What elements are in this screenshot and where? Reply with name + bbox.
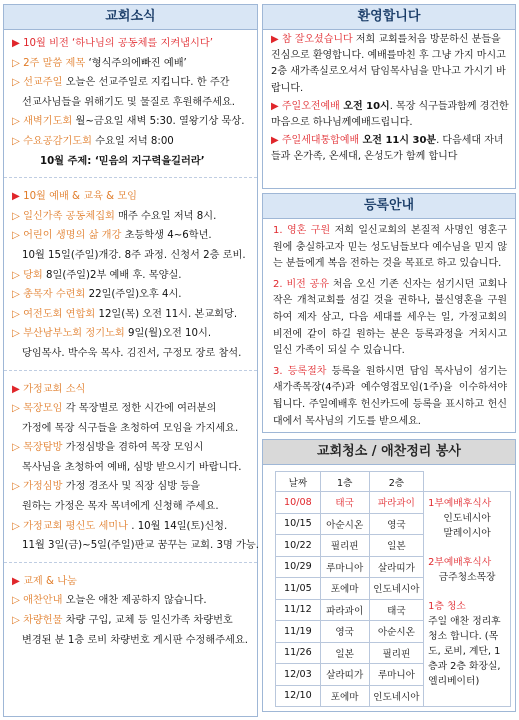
floor2-cell: 필리핀 [369,642,424,664]
list-item [12,305,253,325]
register-text [263,219,515,430]
second-service-group: 금주청소목장 [438,572,496,583]
triangle-icon: ▶ [271,135,282,147]
table-row [276,685,424,707]
item-label: 목장모임 [23,403,63,415]
welcome-item-label: 주일세대통합예배 [281,135,360,147]
floor1-cleaning-label: 1층 청소 [428,601,466,612]
register-item-label: 1. 영혼 구원 [273,225,331,236]
item-label: 부산남부노회 정기노회 [23,328,125,340]
divider [4,177,257,179]
item-text: 가정심방을 겸하여 목장 모임시 [65,442,204,454]
cleaning-panel [262,439,516,712]
floor2-cell: 인도네시아 [369,685,424,707]
register-item-label: 2. 비전 공유 [273,278,329,290]
table-row [276,556,424,578]
item-text: 가정 경조사 및 직장 심방 등을 [65,481,200,493]
second-service-meal-label: 2부예배후식사 [428,557,492,568]
date-cell: 12/03 [276,664,321,686]
welcome-item-time: 오전 11시 30분 [359,135,437,147]
item-text: 8일(주일)2부 예배 후. 목양실. [46,269,182,281]
date-cell: 11/12 [276,599,321,621]
welcome-text [263,30,515,172]
list-item [12,226,253,246]
worship-section [4,183,257,363]
home-church-section [4,376,257,556]
triangle-icon: ▶ [12,191,20,203]
header-floor1: 1층 [320,472,369,492]
item-text: 당임목사. 박수욱 목사. 김진서, 구정모 장로 참석. [22,347,242,359]
item-text: 10월 15일(주일)개강. 8주 과정. 신청서 2층 로비. [22,249,246,261]
item-text: 11월 3일(금)~5일(주일)판교 꿈꾸는 교회. 3명 가능. [22,540,259,552]
item-label: 10월 비전 ‘하나님의 공동체를 지켜냅시다’ [23,38,213,49]
triangle-icon: ▶ [12,38,24,49]
floor1-cleaning-text: 주일 애찬 정리후 청소 합니다. (목도, 로비, 계단, 1층과 2층 화장실, 엘리베이터) [428,616,501,687]
table-row [276,492,424,514]
item-label: 차량헌물 [23,615,63,627]
list-item [12,324,253,344]
floor1-cell: 포에마 [320,578,369,600]
register-item-text: 처음 오신 기존 신자는 섬기시던 교회나 작은 개척교회를 섬길 것을 권하나, 불신영혼을 구원하여 제자 삼고, 다음 세대를 세우는 일, 가정교회의 비전에 같이 하길 원하는 분은 등록과정을 거치시고 일신 가족이 되실 수 있습니다. [273,278,507,357]
item-label: 어린이 생명의 삶 개강 [23,230,122,242]
header-date: 날짜 [276,472,321,492]
floor1-cell: 살라띠가 [320,664,369,686]
divider [4,370,257,372]
list-item [12,152,253,172]
welcome-title: 환영합니다 [263,5,515,30]
triangle-icon: ▶ [271,34,282,45]
floor2-cell: 루마니아 [369,664,424,686]
register-panel [262,193,516,433]
arrow-icon: ▷ [12,481,24,493]
item-text: 차량 구입, 교체 등 일신가족 차량번호 [65,615,233,627]
date-cell: 10/15 [276,513,321,535]
date-cell: 10/29 [276,556,321,578]
list-item [12,477,253,497]
register-item-text: 등록을 원하시면 담임 목사님이 섬기는 새가족목장(4주)과 예수영접모임(1주)을 이수하셔야 됩니다. 주일예배후 헌신카드에 등록을 표시하고 헌신대에서 목사님의 기도를 받으세요. [273,365,507,427]
item-text: 월~금요일 새벽 5:30. 열왕기상 묵상. [75,116,245,128]
item-label: 가정교회 평신도 세미나 [23,520,128,532]
triangle-icon: ▶ [12,575,20,587]
fellowship-section-title: 교제 & 나눔 [23,575,77,587]
floor2-cell: 인도네시아 [369,578,424,600]
list-item [12,93,253,113]
arrow-icon: ▷ [12,595,24,607]
list-item [12,536,259,556]
date-cell: 10/08 [276,492,321,514]
list-item [12,246,253,266]
register-title: 등록안내 [263,193,515,219]
item-label: 애찬안내 [23,595,63,607]
floor2-cell: 영국 [369,513,424,535]
home-church-section-title: 가정교회 소식 [23,383,86,395]
item-label: 새벽기도회 [23,116,73,128]
fellowship-section [4,568,257,650]
arrow-icon: ▷ [12,57,24,69]
item-label: 일신가족 공동체집회 [23,210,115,222]
date-cell: 12/10 [276,685,321,707]
floor1-cell: 일본 [320,642,369,664]
item-text: 변경된 분 1층 로비 차량번호 게시판 수정해주세요. [22,634,248,646]
table-header-row [276,472,424,492]
item-text: 오늘은 선교주일로 지킵니다. 한 주간 [65,77,230,89]
item-text: 9일(월)오전 10시. [127,328,212,340]
item-text: 가정에 목장 식구들을 초청하여 모임을 가지세요. [22,422,239,434]
welcome-item-label: 참 잘오셨습니다 [281,34,353,45]
table-row [276,578,424,600]
item-text: 수요일 저녁 8:00 [95,135,174,147]
welcome-item-label: 주일오전예배 [281,100,340,112]
list-item [12,266,253,286]
arrow-icon: ▷ [12,116,24,128]
table-row [276,642,424,664]
list-item [12,458,253,478]
list-item [12,438,253,458]
register-item [273,277,507,360]
floor1-cell: 포에마 [320,685,369,707]
floor1-cell: 파라과이 [320,599,369,621]
welcome-item [271,99,509,131]
register-item [273,223,507,273]
item-label: 목장탐방 [23,442,63,454]
item-text: 각 목장별로 정한 시간에 여러분의 [65,403,217,415]
arrow-icon: ▷ [12,210,24,222]
list-item [12,34,253,54]
arrow-icon: ▷ [12,77,24,89]
arrow-icon: ▷ [12,308,24,320]
church-news-title: 교회소식 [4,5,257,30]
date-cell: 11/19 [276,621,321,643]
welcome-item [271,133,509,165]
welcome-item-text: . 목장 식구들과함께 경건한 마음으로 하나님께예배드립니다. [271,100,509,129]
item-label: 당회 [23,269,43,281]
date-cell: 10/22 [276,535,321,557]
list-item [12,611,253,631]
table-row [276,664,424,686]
list-item [12,112,253,132]
item-text: 오늘은 애찬 제공하지 않습니다. [65,595,207,607]
triangle-icon: ▶ [12,383,20,395]
news-section [4,30,257,171]
item-text: 매주 수요일 저녁 8시. [118,210,217,222]
floor2-cell: 태국 [369,599,424,621]
arrow-icon: ▷ [12,520,24,532]
welcome-item-time: 오전 10시 [339,100,390,112]
welcome-item [271,32,509,97]
list-item [12,631,253,651]
first-service-group-2: 말레이시아 [443,528,491,539]
worship-section-title: 10월 예배 & 교육 & 모임 [23,191,138,203]
floor1-cell: 루마니아 [320,556,369,578]
date-cell: 11/05 [276,578,321,600]
floor2-cell: 일본 [369,535,424,557]
table-row [276,535,424,557]
first-service-group-1: 인도네시아 [443,513,491,524]
item-label: 수요공감기도회 [23,135,92,147]
item-label: 2주 말씀 제목 [23,57,86,69]
arrow-icon: ▷ [12,230,24,242]
list-item [12,497,253,517]
arrow-icon: ▷ [12,328,24,340]
arrow-icon: ▷ [12,289,24,301]
register-item [273,364,507,430]
register-item-label: 3. 등록절차 [273,365,327,377]
item-text: 22일(주일)오후 4시. [88,289,182,301]
arrow-icon: ▷ [12,403,24,415]
item-label: 여전도회 연합회 [23,308,96,320]
item-text: 10월 주제: ‘믿음의 지구력을길러라’ [40,155,205,167]
cleaning-body [263,465,515,707]
right-column [262,4,516,717]
list-item [12,132,253,152]
list-item [12,517,253,537]
list-item [12,591,253,611]
list-item [12,399,253,419]
table-row [276,513,424,535]
floor1-cell: 태국 [320,492,369,514]
item-label: 총목자 수련회 [23,289,86,301]
item-text: 12일(목) 오전 11시. 본교회당. [98,308,238,320]
item-text: 선교사님들을 위해기도 및 물질로 후원해주세요. [22,96,236,108]
list-item [12,344,253,364]
item-text: ‘형식주의에빠진 예배’ [88,57,187,69]
item-text: . 10월 14일(토)신청. [131,520,228,532]
floor1-cell: 필리핀 [320,535,369,557]
meal-cleanup-info [424,491,511,707]
floor2-cell: 파라과이 [369,492,424,514]
welcome-item-text: . 다음세대 자녀들과 온가족, 온세대, 온성도가 함께 합니다 [271,135,504,163]
list-item [12,73,253,93]
arrow-icon: ▷ [12,269,24,281]
floor2-cell: 아순시온 [369,621,424,643]
arrow-icon: ▷ [12,442,24,454]
item-text: 원하는 가정은 목자 목녀에게 신청해 주세요. [22,501,219,513]
register-item-text: 저희 일신교회의 본질적 사명인 영혼구원에 충실하고자 믿는 성도님들보다 예수님을 믿지 않는 분들에게 복음 전하는 것을 목표로 하고 있습니다. [273,225,507,270]
floor1-cell: 영국 [320,621,369,643]
header-floor2: 2층 [369,472,424,492]
list-item [12,54,253,74]
list-item [12,419,253,439]
first-service-meal-label: 1부예배후식사 [428,498,492,509]
floor1-cell: 아순시온 [320,513,369,535]
arrow-icon: ▷ [12,615,24,627]
item-text: 목사님을 초청하여 예배, 심방 받으시기 바랍니다. [22,461,242,473]
item-label: 가정심방 [23,481,63,493]
floor2-cell: 살라띠가 [369,556,424,578]
item-label: 선교주일 [23,77,63,89]
church-news-panel [3,4,258,717]
date-cell: 11/26 [276,642,321,664]
triangle-icon: ▶ [271,100,282,112]
table-row [276,621,424,643]
welcome-item-text: 저희 교회를처음 방문하신 분들을 진심으로 환영합니다. 예배를마친 후 그냥 가지 마시고 2층 새가족실로오셔서 담임목사님을 만나고 가시기 바랍니다. [271,34,506,94]
list-item [12,207,253,227]
table-row [276,599,424,621]
welcome-panel [262,4,516,189]
item-text: 초등학생 4~6학년. [124,230,212,242]
arrow-icon: ▷ [12,135,24,147]
cleaning-table [275,471,424,707]
divider [4,562,257,564]
list-item [12,285,253,305]
cleaning-title: 교회청소 / 애찬정리 봉사 [263,440,515,465]
